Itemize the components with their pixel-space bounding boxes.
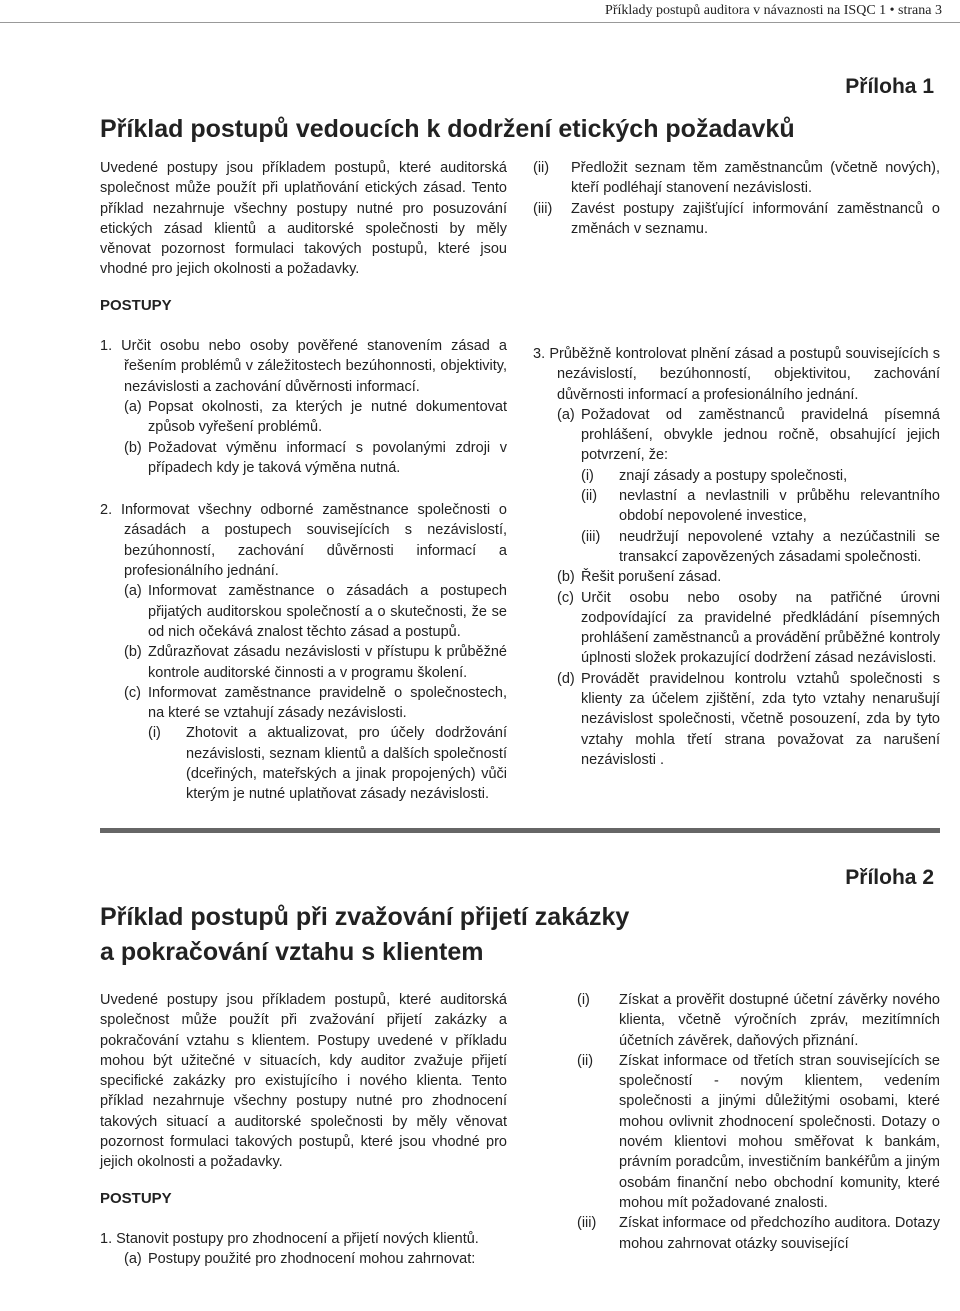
list-label: (a) xyxy=(124,1251,142,1268)
annex-1-item-2c-i xyxy=(100,723,507,804)
annex-2-item-1a xyxy=(100,1249,507,1269)
list-label: (a) xyxy=(124,583,142,600)
annex-2-title xyxy=(100,900,629,970)
list-label: (ii) xyxy=(577,1052,594,1069)
annex-1-title: Příklad postupů vedoucích k dodržení etických požadavků xyxy=(100,115,795,143)
annex-1-intro: Uvedené postupy jsou příkladem postupů, které auditorská společnost může použít při uplatňování etických zásad. Tento příklad nezahrnuje všechny postupy nutné pro posuzování etických zásad klientů a auditorské společnosti by měly věnovat pozornost formulaci takových postupů, které jsou vhodné pro jejich okolnosti a požadavky. xyxy=(100,160,507,278)
list-text: Získat a prověřit dostupné účetní závěrky nového klienta, včetně výročních zpráv, mezitímních účetních závěrek, daňových přiznání. xyxy=(619,992,940,1049)
annex-1-right-column-item-3 xyxy=(533,344,940,770)
annex-1-item-1b xyxy=(100,438,507,479)
annex-1-item-3: 3. Průběžně kontrolovat plnění zásad a postupů souvisejících s nezávislostí, bezúhonností, objektivitou, zachování důvěrnosti informací a profesionálního jednání. xyxy=(533,346,940,403)
annex-1-item-2b xyxy=(100,642,507,683)
annex-2-item-1: 1. Stanovit postupy pro zhodnocení a přijetí nových klientů. xyxy=(100,1230,479,1247)
annex-1-item-2a xyxy=(100,581,507,642)
list-text: Informovat zaměstnance pravidelně o společnostech, na které se vztahují zásady nezávislosti. xyxy=(148,684,507,722)
list-label: (a) xyxy=(124,398,142,415)
annex-1-label: Příloha 1 xyxy=(845,75,934,98)
list-text: Získat informace od předchozího auditora. Dotazy mohou zahrnovat otázky související xyxy=(619,1215,940,1252)
annex-1-item-2c-ii xyxy=(533,158,940,199)
annex-2-intro: Uvedené postupy jsou příkladem postupů, které auditorská společnost může použít při zvažování přijetí zakázky a pokračování vztahu s klientem. Postupy uvedené v příkladu mohou být užitečné v situacích, kdy auditor zvažuje přijetí specifické zakázky pro existujícího i nového klienta. Tento příklad nezahrnuje všechny postupy nutné pro zhodnocení takových situací a auditorské společnosti by měly věnovat pozornost formulaci takových postupů, které jsou vhodné pro jejich okolnosti a požadavky. xyxy=(100,992,507,1171)
list-label: (c) xyxy=(557,589,574,606)
list-label: (b) xyxy=(124,439,142,456)
annex-2-section-heading: POSTUPY xyxy=(100,1189,172,1207)
annex-1-item-2c xyxy=(100,683,507,724)
list-text: neudržují nepovolené vztahy a nezúčastnili se transakcí zapovězených zásadami společnosti. xyxy=(619,528,940,565)
annex-2-item-1a-iii xyxy=(577,1213,940,1254)
section-divider xyxy=(100,828,940,833)
list-label: (d) xyxy=(557,670,575,687)
running-header xyxy=(0,0,960,23)
list-text: Určit osobu nebo osoby na patřičné úrovni zodpovídající za pravidelné předkládání písemných prohlášení zaměstnanců a provádění průběžné kontroly úplnosti složek prokazující dodržení zásad nezávislosti. xyxy=(581,589,940,667)
list-label: (b) xyxy=(124,644,142,661)
list-label: (ii) xyxy=(581,488,598,505)
list-text: Informovat zaměstnance o zásadách a postupech přijatých auditorskou společností a o skutečnosti, že se od nich očekává znalost těchto zásad a postupů. xyxy=(148,583,507,640)
list-label: (iii) xyxy=(533,200,553,217)
annex-2-title-line-1: Příklad postupů při zvažování přijetí zakázky xyxy=(100,903,630,931)
annex-1-item-3a-ii xyxy=(533,486,940,527)
list-text: nevlastní a nevlastnili v průběhu relevantního období nepovolené investice, xyxy=(619,488,940,525)
list-text: Požadovat od zaměstnanců pravidelná písemná prohlášení, obvykle jednou ročně, obsahující jejich potvrzení, že: xyxy=(581,406,940,464)
annex-1-section-heading: POSTUPY xyxy=(100,296,172,314)
annex-1-item-3a xyxy=(533,405,940,466)
list-text: Řešit porušení zásad. xyxy=(581,569,722,586)
list-label: (i) xyxy=(148,725,161,742)
list-label: (i) xyxy=(577,992,590,1008)
annex-2-left-column xyxy=(100,990,507,1270)
list-text: Požadovat výměnu informací s povolanými zdroji v případech kdy je taková výměna nutná. xyxy=(148,439,507,476)
annex-1-item-2: 2. Informovat všechny odborné zaměstnance společnosti o zásadách a postupech souvisejících s nezávislostí, bezúhonností, zachování důvěrnosti informací a profesionálního jednání. xyxy=(100,502,507,580)
list-text: Předložit seznam těm zaměstnancům (včetně nových), kteří podléhají stanovení nezávislosti. xyxy=(571,160,940,197)
annex-2-item-1a-i xyxy=(577,990,940,1051)
list-label: (i) xyxy=(581,467,594,484)
list-text: Postupy použité pro zhodnocení mohou zahrnovat: xyxy=(148,1251,476,1268)
list-text: znají zásady a postupy společnosti, xyxy=(619,467,848,484)
annex-2-title-line-2: a pokračování vztahu s klientem xyxy=(100,938,484,966)
annex-1-right-column-top xyxy=(533,158,940,239)
annex-2-right-column xyxy=(577,990,940,1254)
annex-1-item-2c-iii xyxy=(533,199,940,240)
list-label: (b) xyxy=(557,569,575,586)
annex-1-item-3d xyxy=(533,669,940,770)
list-text: Zavést postupy zajišťující informování zaměstnanců o změnách v seznamu. xyxy=(571,200,940,237)
list-text: Zhotovit a aktualizovat, pro účely dodržování nezávislosti, seznam klientů a dalších společností (dceřiných, mateřských a jinak propojených) vůči kterým je nutné uplatňovat zásady nezávislosti. xyxy=(186,725,507,803)
annex-1-item-3b xyxy=(533,567,940,587)
annex-1-item-1: 1. Určit osobu nebo osoby pověřené stanovením zásad a řešením problémů v záležitostech bezúhonnosti, objektivity, nezávislosti a zachování důvěrnosti informací. xyxy=(100,338,507,395)
annex-1-item-1a xyxy=(100,397,507,438)
list-label: (iii) xyxy=(581,528,601,545)
list-text: Zdůrazňovat zásadu nezávislosti v přístupu k průběžné kontrole auditorské činnosti a v programu školení. xyxy=(148,644,507,681)
list-label: (c) xyxy=(124,684,141,701)
annex-1-item-3a-iii xyxy=(533,527,940,568)
annex-1-item-3a-i xyxy=(533,466,940,486)
annex-1-item-3c xyxy=(533,588,940,669)
annex-2-label: Příloha 2 xyxy=(845,866,934,889)
list-text: Popsat okolnosti, za kterých je nutné dokumentovat způsob vyřešení problémů. xyxy=(148,398,507,436)
list-label: (a) xyxy=(557,406,575,423)
list-text: Provádět pravidelnou kontrolu vztahů společnosti s klienty za účelem zjištění, zda tyto vztahy nenarušují nezávislost společnosti, včetně posouzení, zda by tyto vztahy mohla třetí strana považovat za narušení nezávislosti . xyxy=(581,670,940,768)
annex-1-left-column xyxy=(100,158,507,805)
list-label: (ii) xyxy=(533,160,550,176)
annex-2-item-1a-ii xyxy=(577,1051,940,1213)
running-header-text: Příklady postupů auditora v návaznosti na ISQC 1 • strana 3 xyxy=(605,3,942,18)
list-text: Získat informace od třetích stran souvisejících se společností - novým klientem, vedením společnosti a jinými důležitými osobami, které mohou ovlivnit zhodnocení společnosti. Dotazy o novém klientovi mohou směřovat k bankám, právním poradcům, investičním bankéřům a jiným osobám finanční nebo obchodní komunity, které mohou mít požadované znalosti. xyxy=(619,1052,940,1211)
list-label: (iii) xyxy=(577,1215,597,1232)
